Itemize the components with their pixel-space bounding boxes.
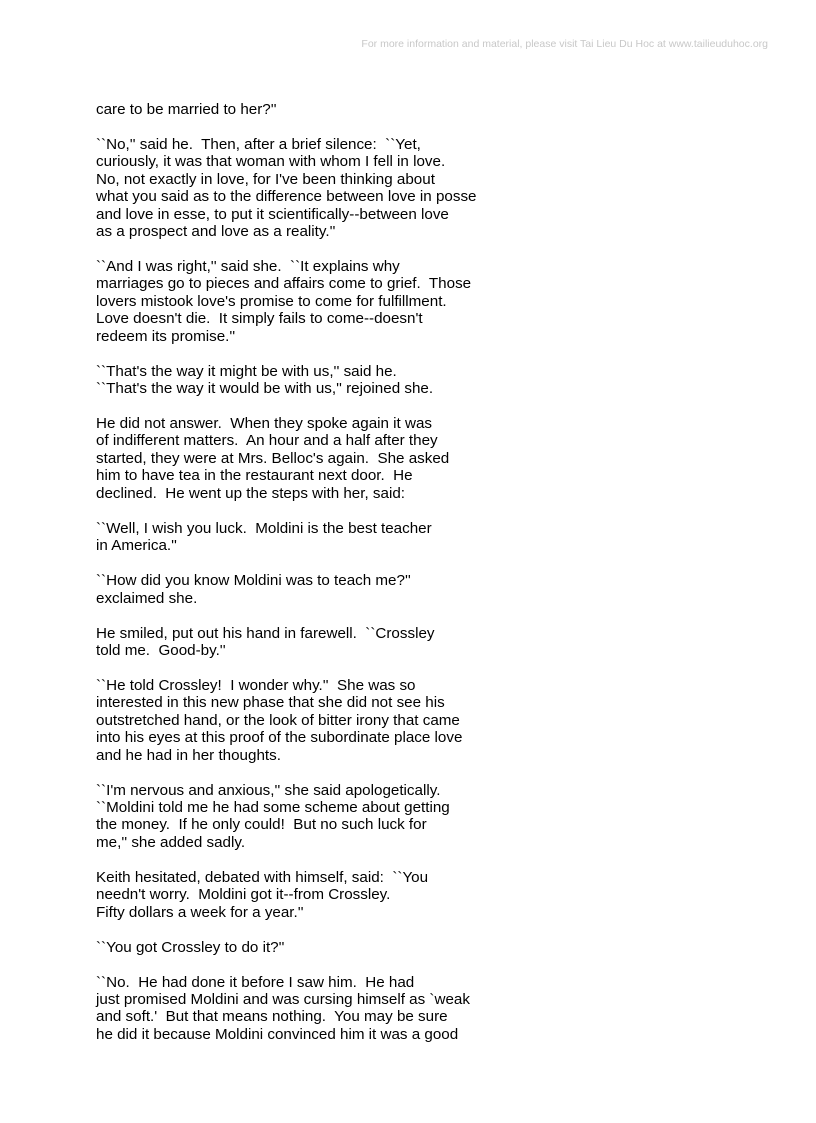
text-line: and soft.' But that means nothing. You may be sure xyxy=(96,1008,448,1026)
text-line: ``How did you know Moldini was to teach me?'' xyxy=(96,572,411,590)
text-line: redeem its promise.'' xyxy=(96,327,236,345)
paragraph xyxy=(96,625,776,660)
text-line: as a prospect and love as a reality.'' xyxy=(96,223,336,241)
paragraph xyxy=(96,415,776,502)
paragraph xyxy=(96,974,776,1044)
paragraph xyxy=(96,363,776,398)
text-line: He smiled, put out his hand in farewell. ``Crossley xyxy=(96,624,435,642)
paragraph xyxy=(96,939,776,956)
paragraph xyxy=(96,520,776,555)
text-line: the money. If he only could! But no such luck for xyxy=(96,816,427,834)
text-line: Love doesn't die. It simply fails to come--doesn't xyxy=(96,310,423,328)
paragraph xyxy=(96,677,776,764)
text-line: needn't worry. Moldini got it--from Crossley. xyxy=(96,886,391,904)
text-line: of indifferent matters. An hour and a half after they xyxy=(96,432,438,450)
text-line: declined. He went up the steps with her, said: xyxy=(96,484,405,502)
text-line: exclaimed she. xyxy=(96,589,198,607)
text-line: ``Moldini told me he had some scheme about getting xyxy=(96,798,450,816)
paragraph xyxy=(96,136,776,240)
text-line: ``You got Crossley to do it?'' xyxy=(96,938,285,956)
text-line: No, not exactly in love, for I've been thinking about xyxy=(96,170,435,188)
paragraph xyxy=(96,258,776,345)
text-line: ``That's the way it would be with us,'' rejoined she. xyxy=(96,380,434,398)
text-line: care to be married to her?'' xyxy=(96,101,277,118)
text-line: interested in this new phase that she did not see his xyxy=(96,694,445,712)
text-line: outstretched hand, or the look of bitter irony that came xyxy=(96,711,460,729)
text-line: He did not answer. When they spoke again it was xyxy=(96,415,433,433)
text-line: started, they were at Mrs. Belloc's again. She asked xyxy=(96,449,450,467)
text-line: Keith hesitated, debated with himself, said: ``You xyxy=(96,868,429,886)
text-line: ``No. He had done it before I saw him. He had xyxy=(96,973,415,991)
text-line: told me. Good-by.'' xyxy=(96,641,226,659)
text-line: and love in esse, to put it scientifically--between love xyxy=(96,205,449,223)
text-line: marriages go to pieces and affairs come to grief. Those xyxy=(96,275,472,293)
text-line: what you said as to the difference between love in posse xyxy=(96,188,477,206)
text-line: ``That's the way it might be with us,'' said he. xyxy=(96,362,397,380)
text-line: ``No,'' said he. Then, after a brief silence: ``Yet, xyxy=(96,136,421,153)
text-line: he did it because Moldini convinced him it was a good xyxy=(96,1025,459,1043)
text-line: ``He told Crossley! I wonder why.'' She was so xyxy=(96,676,416,694)
text-line: him to have tea in the restaurant next door. He xyxy=(96,467,413,485)
paragraph xyxy=(96,101,776,118)
text-line: lovers mistook love's promise to come for fulfillment. xyxy=(96,292,447,310)
text-line: ``I'm nervous and anxious,'' she said apologetically. xyxy=(96,781,441,799)
paragraph xyxy=(96,869,776,921)
text-line: curiously, it was that woman with whom I fell in love. xyxy=(96,153,446,171)
text-line: and he had in her thoughts. xyxy=(96,746,281,764)
text-line: in America.'' xyxy=(96,537,177,555)
text-line: Fifty dollars a week for a year.'' xyxy=(96,903,304,921)
text-line: me,'' she added sadly. xyxy=(96,833,246,851)
paragraph xyxy=(96,572,776,607)
text-line: into his eyes at this proof of the subordinate place love xyxy=(96,729,463,747)
document-body xyxy=(96,101,776,1061)
text-line: just promised Moldini and was cursing himself as `weak xyxy=(96,990,470,1008)
header-note[interactable]: For more information and material, please visit Tai Lieu Du Hoc at www.tailieuduhoc.org xyxy=(361,38,768,50)
paragraph xyxy=(96,782,776,852)
text-line: ``And I was right,'' said she. ``It explains why xyxy=(96,258,400,276)
text-line: ``Well, I wish you luck. Moldini is the best teacher xyxy=(96,519,432,537)
